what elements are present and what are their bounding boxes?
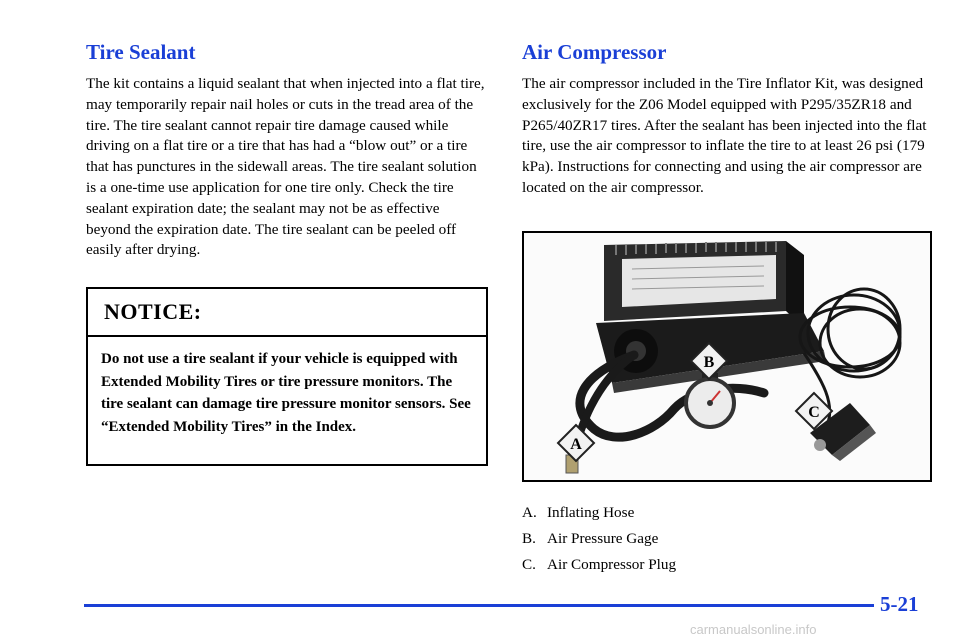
footer-rule (84, 604, 874, 607)
air-pressure-gauge (686, 373, 734, 427)
notice-box (86, 287, 488, 466)
notice-title: NOTICE: (88, 289, 486, 337)
compressor-illustration (524, 233, 930, 480)
air-compressor-heading: Air Compressor (522, 40, 667, 64)
legend-item: B. Air Pressure Gage (522, 530, 659, 547)
svg-text:C: C (808, 404, 820, 421)
watermark: carmanualsonline.info (690, 622, 817, 637)
legend-item: C. Air Compressor Plug (522, 556, 677, 573)
air-compressor-photo (522, 231, 932, 482)
svg-text:A: A (570, 436, 582, 453)
air-compressor-paragraph: The air compressor included in the Tire Inflator Kit, was designed exclusively for the Z06 Model equipped with P295/35ZR18 and P265/40ZR17 tires. After the sealant has been injected into the flat tire, use the air compressor to inflate the tire to at least 26 psi (179 kPa). Instructions for connecting and using the air compressor are located on the air compressor. (522, 75, 927, 196)
notice-body: Do not use a tire sealant if your vehicle is equipped with Extended Mobility Tires or tire pressure monitors. The tire sealant can damage tire pressure monitor sensors. See “Extended Mobility Tires” in the Index. (101, 351, 471, 435)
tire-sealant-paragraph: The kit contains a liquid sealant that when injected into a flat tire, may temporarily repair nail holes or cuts in the tread area of the tire. The tire sealant cannot repair tire damage caused while driving on a flat tire or a tire that has had a “blow out” or a tire that has punctures in the sidewall areas. The tire sealant solution is a one‑time use application for one tire only. Check the tire sealant expiration date; the sealant may not be as effective beyond the expiration date. The tire sealant can be peeled off easily after drying. (86, 75, 485, 259)
figure-legend (522, 503, 676, 581)
svg-text:B: B (703, 354, 715, 371)
callout-a (558, 425, 594, 461)
page-number: 5-21 (880, 592, 919, 616)
tire-sealant-heading: Tire Sealant (86, 40, 196, 64)
legend-item: A. Inflating Hose (522, 504, 635, 521)
